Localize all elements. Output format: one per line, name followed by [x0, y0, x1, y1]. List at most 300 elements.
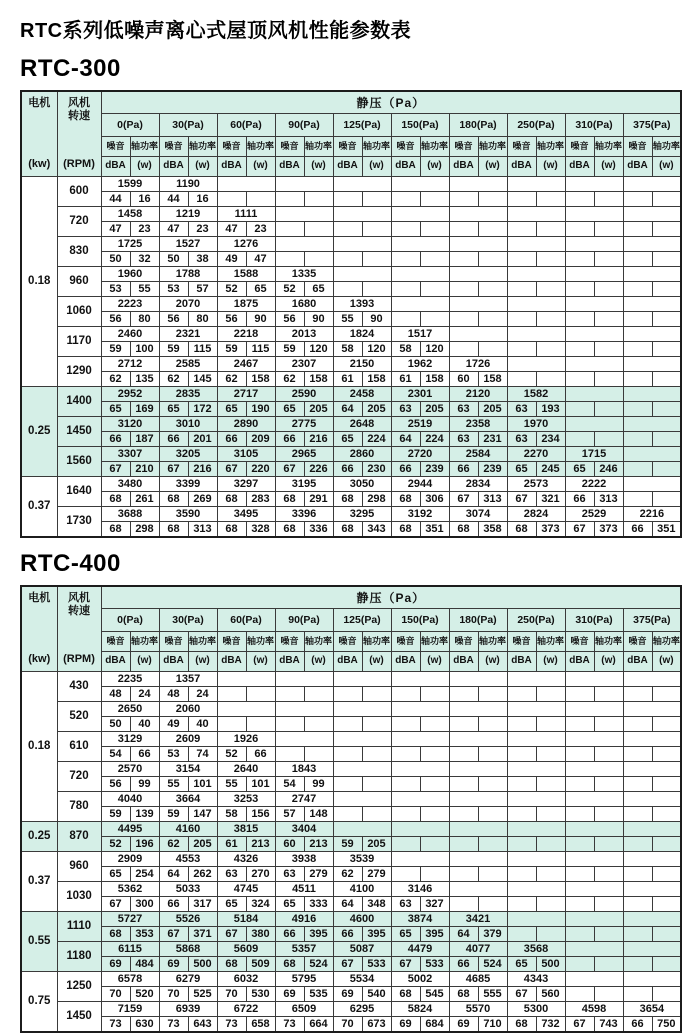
airflow-cell: [217, 672, 275, 687]
power-value-cell: [652, 402, 681, 417]
noise-value-cell: 68: [275, 492, 304, 507]
noise-value-cell: [275, 717, 304, 732]
power-value-cell: [536, 837, 565, 852]
noise-value-cell: 48: [101, 687, 130, 702]
power-value-cell: 509: [246, 957, 275, 972]
airflow-cell: 5570: [449, 1002, 507, 1017]
airflow-cell: 2712: [101, 357, 159, 372]
power-value-cell: 205: [188, 837, 217, 852]
power-value-cell: 317: [188, 897, 217, 912]
power-value-cell: [594, 432, 623, 447]
power-value-cell: 99: [304, 777, 333, 792]
power-value-cell: 732: [536, 1017, 565, 1033]
airflow-cell: 3539: [333, 852, 391, 867]
airflow-cell: 3938: [275, 852, 333, 867]
power-value-cell: 291: [304, 492, 333, 507]
rpm-cell: 780: [57, 792, 101, 822]
power-header: 轴功率: [362, 631, 391, 651]
noise-value-cell: 68: [449, 987, 478, 1002]
power-value-cell: 209: [246, 432, 275, 447]
kw-cell: 0.37: [21, 852, 57, 912]
noise-value-cell: [449, 867, 478, 882]
airflow-cell: 2747: [275, 792, 333, 807]
airflow-cell: 3074: [449, 507, 507, 522]
noise-value-cell: 66: [333, 462, 362, 477]
airflow-cell: [565, 207, 623, 222]
power-header: 轴功率: [188, 631, 217, 651]
airflow-cell: 3480: [101, 477, 159, 492]
rpm-cell: 830: [57, 237, 101, 267]
power-value-cell: [420, 222, 449, 237]
noise-value-cell: [623, 312, 652, 327]
power-value-cell: 500: [188, 957, 217, 972]
power-value-cell: [304, 717, 333, 732]
power-value-cell: [536, 927, 565, 942]
airflow-cell: [623, 237, 681, 252]
power-value-cell: 246: [594, 462, 623, 477]
power-value-cell: 298: [362, 492, 391, 507]
noise-value-cell: 65: [507, 462, 536, 477]
airflow-cell: 2358: [449, 417, 507, 432]
airflow-cell: 1680: [275, 297, 333, 312]
airflow-cell: [391, 177, 449, 192]
power-value-cell: 205: [362, 837, 391, 852]
power-value-cell: 201: [188, 432, 217, 447]
noise-unit-header: dBA: [449, 651, 478, 671]
airflow-cell: 5033: [159, 882, 217, 897]
power-value-cell: [652, 777, 681, 792]
power-value-cell: 205: [362, 402, 391, 417]
airflow-cell: 1875: [217, 297, 275, 312]
noise-value-cell: [507, 867, 536, 882]
noise-unit-header: dBA: [565, 651, 594, 671]
noise-value-cell: [391, 867, 420, 882]
noise-value-cell: [507, 747, 536, 762]
power-value-cell: [536, 252, 565, 267]
airflow-cell: 3815: [217, 822, 275, 837]
noise-value-cell: 69: [159, 957, 188, 972]
airflow-cell: 5868: [159, 942, 217, 957]
airflow-cell: 2519: [391, 417, 449, 432]
airflow-cell: [275, 702, 333, 717]
power-value-cell: 395: [304, 927, 333, 942]
noise-value-cell: [391, 777, 420, 792]
noise-value-cell: 68: [101, 927, 130, 942]
noise-value-cell: 57: [275, 807, 304, 822]
motor-unit-label: (kw): [28, 158, 51, 171]
noise-value-cell: [275, 192, 304, 207]
noise-value-cell: 67: [217, 462, 246, 477]
noise-value-cell: 49: [217, 252, 246, 267]
noise-value-cell: 56: [101, 777, 130, 792]
noise-value-cell: 53: [101, 282, 130, 297]
pressure-column-header: 30(Pa): [159, 114, 217, 136]
noise-header: 噪音: [101, 136, 130, 156]
power-value-cell: 373: [594, 522, 623, 538]
noise-value-cell: 65: [333, 432, 362, 447]
airflow-cell: 2909: [101, 852, 159, 867]
power-value-cell: 743: [594, 1017, 623, 1033]
rpm-cell: 1450: [57, 417, 101, 447]
power-value-cell: 213: [246, 837, 275, 852]
airflow-cell: [507, 822, 565, 837]
noise-value-cell: 66: [275, 927, 304, 942]
airflow-cell: [449, 237, 507, 252]
power-header: 轴功率: [304, 631, 333, 651]
power-value-cell: [420, 687, 449, 702]
noise-unit-header: dBA: [217, 156, 246, 176]
airflow-cell: [507, 762, 565, 777]
model-heading: RTC-300: [20, 55, 121, 82]
power-value-cell: 343: [362, 522, 391, 538]
airflow-cell: 3050: [333, 477, 391, 492]
power-value-cell: 120: [362, 342, 391, 357]
noise-header: 噪音: [565, 631, 594, 651]
airflow-cell: 2529: [565, 507, 623, 522]
power-value-cell: [594, 987, 623, 1002]
power-header: 轴功率: [652, 631, 681, 651]
power-value-cell: 139: [130, 807, 159, 822]
noise-value-cell: [507, 837, 536, 852]
noise-value-cell: 61: [217, 837, 246, 852]
rpm-cell: 720: [57, 207, 101, 237]
airflow-cell: [623, 942, 681, 957]
airflow-cell: 4040: [101, 792, 159, 807]
airflow-cell: 2952: [101, 387, 159, 402]
airflow-cell: [565, 822, 623, 837]
noise-value-cell: [623, 717, 652, 732]
noise-value-cell: [565, 807, 594, 822]
pressure-column-header: 125(Pa): [333, 114, 391, 136]
power-value-cell: 65: [246, 282, 275, 297]
power-value-cell: [652, 837, 681, 852]
noise-header: 噪音: [507, 631, 536, 651]
airflow-cell: 2270: [507, 447, 565, 462]
power-value-cell: 353: [130, 927, 159, 942]
airflow-cell: 4600: [333, 912, 391, 927]
noise-value-cell: [217, 192, 246, 207]
power-value-cell: [652, 222, 681, 237]
noise-value-cell: 59: [333, 837, 362, 852]
power-value-cell: [362, 282, 391, 297]
power-value-cell: [594, 867, 623, 882]
speed-header-text: [58, 92, 101, 176]
noise-value-cell: 65: [217, 897, 246, 912]
airflow-cell: 2965: [275, 447, 333, 462]
power-value-cell: 245: [536, 462, 565, 477]
airflow-cell: [623, 417, 681, 432]
airflow-cell: 4745: [217, 882, 275, 897]
airflow-cell: 1276: [217, 237, 275, 252]
airflow-cell: [333, 267, 391, 282]
power-value-cell: [478, 837, 507, 852]
power-value-cell: [478, 687, 507, 702]
noise-value-cell: [391, 747, 420, 762]
power-header: 轴功率: [420, 631, 449, 651]
rpm-cell: 960: [57, 267, 101, 297]
airflow-cell: 4343: [507, 972, 565, 987]
power-value-cell: [594, 897, 623, 912]
power-unit-header: (w): [130, 651, 159, 671]
airflow-cell: [449, 702, 507, 717]
pressure-column-header: 0(Pa): [101, 609, 159, 631]
airflow-cell: 5534: [333, 972, 391, 987]
noise-value-cell: [391, 312, 420, 327]
noise-value-cell: 47: [217, 222, 246, 237]
power-value-cell: 298: [130, 522, 159, 538]
noise-value-cell: [507, 897, 536, 912]
power-value-cell: 239: [478, 462, 507, 477]
power-value-cell: 74: [188, 747, 217, 762]
noise-value-cell: 67: [507, 492, 536, 507]
noise-value-cell: 52: [101, 837, 130, 852]
airflow-cell: 2585: [159, 357, 217, 372]
power-value-cell: 673: [362, 1017, 391, 1033]
rpm-cell: 1730: [57, 507, 101, 538]
noise-value-cell: 58: [217, 807, 246, 822]
airflow-cell: [449, 762, 507, 777]
noise-value-cell: 67: [159, 927, 188, 942]
power-value-cell: 524: [304, 957, 333, 972]
power-value-cell: 40: [130, 717, 159, 732]
power-value-cell: 205: [478, 402, 507, 417]
noise-header: 噪音: [449, 136, 478, 156]
airflow-cell: [623, 732, 681, 747]
pressure-column-header: 375(Pa): [623, 114, 681, 136]
airflow-cell: [565, 297, 623, 312]
noise-value-cell: 68: [275, 957, 304, 972]
speed-label: 风机 转速: [68, 97, 90, 122]
noise-unit-header: dBA: [391, 156, 420, 176]
power-value-cell: [594, 222, 623, 237]
noise-value-cell: 52: [217, 282, 246, 297]
power-value-cell: 269: [188, 492, 217, 507]
kw-cell: 0.25: [21, 387, 57, 477]
power-value-cell: 395: [420, 927, 449, 942]
pressure-column-header: 150(Pa): [391, 114, 449, 136]
power-value-cell: 40: [188, 717, 217, 732]
power-value-cell: [594, 192, 623, 207]
airflow-cell: 1190: [159, 177, 217, 192]
airflow-cell: [275, 672, 333, 687]
power-value-cell: 560: [536, 987, 565, 1002]
noise-value-cell: [565, 432, 594, 447]
power-value-cell: [652, 717, 681, 732]
noise-unit-header: dBA: [275, 156, 304, 176]
airflow-cell: 1962: [391, 357, 449, 372]
noise-value-cell: [623, 987, 652, 1002]
airflow-cell: [565, 912, 623, 927]
airflow-cell: [565, 762, 623, 777]
airflow-cell: 3495: [217, 507, 275, 522]
noise-header: 噪音: [159, 631, 188, 651]
noise-value-cell: 64: [159, 867, 188, 882]
airflow-cell: [565, 882, 623, 897]
noise-value-cell: [623, 402, 652, 417]
power-value-cell: 351: [652, 522, 681, 538]
noise-value-cell: [565, 777, 594, 792]
noise-value-cell: 63: [217, 867, 246, 882]
airflow-cell: [565, 852, 623, 867]
power-value-cell: [536, 777, 565, 792]
power-header: 轴功率: [478, 136, 507, 156]
noise-value-cell: 44: [159, 192, 188, 207]
noise-value-cell: 69: [101, 957, 130, 972]
rpm-cell: 1400: [57, 387, 101, 417]
airflow-cell: 3010: [159, 417, 217, 432]
noise-value-cell: [507, 222, 536, 237]
power-value-cell: 115: [246, 342, 275, 357]
rpm-cell: 960: [57, 852, 101, 882]
motor-header: [21, 586, 57, 672]
kw-cell: 0.25: [21, 822, 57, 852]
noise-value-cell: [391, 252, 420, 267]
noise-unit-header: dBA: [333, 156, 362, 176]
power-value-cell: 373: [536, 522, 565, 538]
noise-value-cell: [623, 957, 652, 972]
power-value-cell: [420, 777, 449, 792]
airflow-cell: 3253: [217, 792, 275, 807]
noise-value-cell: 65: [159, 402, 188, 417]
power-value-cell: [536, 282, 565, 297]
noise-value-cell: 66: [217, 432, 246, 447]
power-value-cell: 101: [188, 777, 217, 792]
airflow-cell: 5795: [275, 972, 333, 987]
noise-value-cell: 62: [159, 837, 188, 852]
airflow-cell: [507, 852, 565, 867]
power-value-cell: 533: [420, 957, 449, 972]
noise-value-cell: [449, 192, 478, 207]
power-value-cell: [304, 687, 333, 702]
pressure-column-header: 90(Pa): [275, 609, 333, 631]
power-value-cell: [652, 492, 681, 507]
airflow-cell: 3568: [507, 942, 565, 957]
airflow-cell: 3421: [449, 912, 507, 927]
power-value-cell: 336: [304, 522, 333, 538]
noise-value-cell: 63: [391, 402, 420, 417]
power-value-cell: 333: [304, 897, 333, 912]
power-value-cell: 306: [420, 492, 449, 507]
power-value-cell: [478, 282, 507, 297]
airflow-cell: 3105: [217, 447, 275, 462]
airflow-cell: 2573: [507, 477, 565, 492]
noise-value-cell: 65: [391, 927, 420, 942]
airflow-cell: 1588: [217, 267, 275, 282]
power-value-cell: 216: [304, 432, 333, 447]
airflow-cell: [507, 732, 565, 747]
power-value-cell: [362, 807, 391, 822]
noise-value-cell: [449, 312, 478, 327]
airflow-cell: [391, 822, 449, 837]
airflow-cell: 1725: [101, 237, 159, 252]
airflow-cell: 3307: [101, 447, 159, 462]
power-value-cell: [594, 837, 623, 852]
airflow-cell: [565, 177, 623, 192]
airflow-cell: 2720: [391, 447, 449, 462]
airflow-cell: [565, 972, 623, 987]
noise-value-cell: [565, 687, 594, 702]
rpm-cell: 720: [57, 762, 101, 792]
airflow-cell: [333, 732, 391, 747]
airflow-cell: 1960: [101, 267, 159, 282]
airflow-cell: 6032: [217, 972, 275, 987]
power-value-cell: 535: [304, 987, 333, 1002]
noise-value-cell: 70: [333, 1017, 362, 1033]
airflow-cell: [507, 912, 565, 927]
airflow-cell: 2235: [101, 672, 159, 687]
noise-value-cell: 70: [217, 987, 246, 1002]
noise-value-cell: 47: [101, 222, 130, 237]
noise-value-cell: 66: [449, 462, 478, 477]
power-header: 轴功率: [478, 631, 507, 651]
noise-value-cell: 67: [101, 897, 130, 912]
power-value-cell: [594, 807, 623, 822]
airflow-cell: [333, 672, 391, 687]
airflow-cell: 2321: [159, 327, 217, 342]
pressure-column-header: 125(Pa): [333, 609, 391, 631]
power-value-cell: [420, 252, 449, 267]
power-value-cell: 156: [246, 807, 275, 822]
airflow-cell: [565, 357, 623, 372]
noise-header: 噪音: [391, 136, 420, 156]
noise-value-cell: [449, 687, 478, 702]
rpm-cell: 1250: [57, 972, 101, 1002]
power-value-cell: [246, 717, 275, 732]
noise-value-cell: [623, 462, 652, 477]
noise-value-cell: 44: [101, 192, 130, 207]
rpm-cell: 870: [57, 822, 101, 852]
power-value-cell: 279: [304, 867, 333, 882]
airflow-cell: 1788: [159, 267, 217, 282]
power-unit-header: (w): [594, 651, 623, 671]
noise-value-cell: 66: [449, 957, 478, 972]
noise-value-cell: [565, 252, 594, 267]
power-value-cell: 313: [188, 522, 217, 538]
power-value-cell: 313: [478, 492, 507, 507]
power-value-cell: [594, 342, 623, 357]
noise-value-cell: [333, 192, 362, 207]
power-value-cell: [652, 687, 681, 702]
noise-value-cell: [391, 807, 420, 822]
noise-value-cell: [565, 192, 594, 207]
noise-value-cell: 62: [159, 372, 188, 387]
power-unit-header: (w): [362, 651, 391, 671]
pressure-column-header: 30(Pa): [159, 609, 217, 631]
airflow-cell: 6939: [159, 1002, 217, 1017]
page-title: RTC系列低噪声离心式屋顶风机性能参数表: [20, 20, 412, 42]
noise-value-cell: 65: [101, 402, 130, 417]
noise-header: 噪音: [333, 631, 362, 651]
power-value-cell: [420, 282, 449, 297]
noise-value-cell: [565, 747, 594, 762]
power-value-cell: [536, 807, 565, 822]
airflow-cell: 2860: [333, 447, 391, 462]
power-value-cell: [304, 252, 333, 267]
power-value-cell: 658: [246, 1017, 275, 1033]
power-value-cell: 66: [130, 747, 159, 762]
noise-value-cell: [623, 807, 652, 822]
pressure-column-header: 180(Pa): [449, 114, 507, 136]
power-value-cell: [362, 717, 391, 732]
noise-value-cell: 68: [449, 522, 478, 538]
airflow-cell: 4100: [333, 882, 391, 897]
power-header: 轴功率: [304, 136, 333, 156]
power-unit-header: (w): [478, 651, 507, 671]
airflow-cell: [391, 732, 449, 747]
power-value-cell: [594, 927, 623, 942]
airflow-cell: 1357: [159, 672, 217, 687]
pressure-column-header: 250(Pa): [507, 114, 565, 136]
